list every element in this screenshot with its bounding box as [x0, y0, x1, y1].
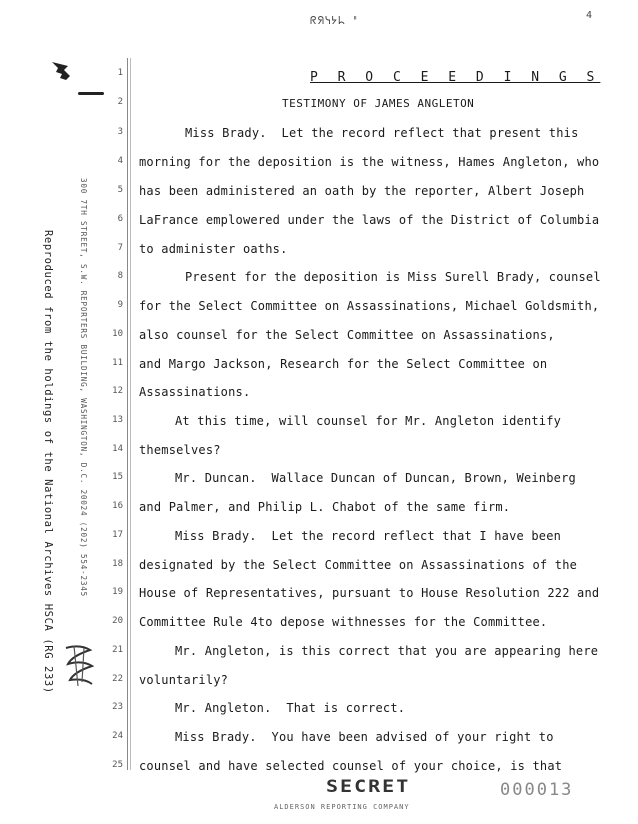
- line-number: 16: [112, 501, 123, 511]
- transcript-line: Committee Rule 4to depose withnesses for the Committee.: [139, 615, 548, 629]
- line-number: 10: [112, 329, 123, 339]
- transcript-line: LaFrance emplowered under the laws of the District of Columbia: [139, 213, 600, 227]
- transcript-line: Assassinations.: [139, 385, 251, 399]
- reporting-firm: ALDERSON REPORTING COMPANY: [274, 803, 410, 811]
- transcript-line: House of Representatives, pursuant to House Resolution 222 and: [139, 586, 600, 600]
- transcript-line: also counsel for the Select Committee on Assassinations,: [139, 328, 555, 342]
- transcript-line: morning for the deposition is the witness, Hames Angleton, who: [139, 155, 600, 169]
- line-number: 20: [112, 616, 123, 626]
- line-number: 13: [112, 415, 123, 425]
- line-number: 12: [112, 386, 123, 396]
- line-number: 25: [112, 760, 123, 770]
- transcript-line: Mr. Angleton. That is correct.: [175, 701, 406, 715]
- line-number: 23: [112, 702, 123, 712]
- line-number: 4: [117, 156, 123, 166]
- line-number: 3: [117, 127, 123, 137]
- archives-note: Reproduced from the holdings of the National Archives HSCA (RG 233): [42, 230, 54, 694]
- transcript-line: voluntarily?: [139, 673, 229, 687]
- line-number: 11: [112, 358, 123, 368]
- line-number: 2: [117, 97, 123, 107]
- margin-rule: [127, 58, 128, 770]
- bates-number: 000013: [500, 780, 574, 800]
- line-number: 9: [117, 300, 123, 310]
- line-number: 18: [112, 559, 123, 569]
- transcript-line: to administer oaths.: [139, 242, 288, 256]
- line-number: 8: [117, 271, 123, 281]
- scan-blot-icon: [50, 60, 74, 82]
- transcript-line: has been administered an oath by the reporter, Albert Joseph: [139, 184, 585, 198]
- line-number: 21: [112, 645, 123, 655]
- header-mark: ᖇᖆᓭᔭᖺ ᐦ: [310, 14, 358, 27]
- transcript-line: At this time, will counsel for Mr. Angleton identify: [175, 414, 562, 428]
- margin-rule-inner: [130, 58, 131, 770]
- transcript-line: Mr. Duncan. Wallace Duncan of Duncan, Brown, Weinberg: [175, 471, 576, 485]
- line-number: 14: [112, 444, 123, 454]
- transcript-line: themselves?: [139, 443, 221, 457]
- transcript-line: and Margo Jackson, Research for the Select Committee on: [139, 357, 548, 371]
- line-number: 22: [112, 674, 123, 684]
- transcript-line: Miss Brady. Let the record reflect that present this: [185, 126, 579, 140]
- line-number: 15: [112, 472, 123, 482]
- transcript-line: Mr. Angleton, is this correct that you are appearing here: [175, 644, 599, 658]
- scan-line: [78, 92, 104, 95]
- transcript-line: Miss Brady. Let the record reflect that I have been: [175, 529, 562, 543]
- transcript-line: counsel and have selected counsel of your choice, is that: [139, 759, 563, 773]
- line-number: 19: [112, 587, 123, 597]
- line-number: 7: [117, 243, 123, 253]
- document-subtitle: TESTIMONY OF JAMES ANGLETON: [282, 97, 475, 110]
- line-number: 1: [117, 68, 123, 78]
- transcript-line: designated by the Select Committee on Assassinations of the: [139, 558, 578, 572]
- transcript-line: Miss Brady. You have been advised of your right to: [175, 730, 554, 744]
- signature-scribble-icon: [60, 642, 98, 688]
- classification-stamp: SECRET: [326, 775, 411, 797]
- reporter-address: 300 7TH STREET, S.W. REPORTERS BUILDING, WASHINGTON, D.C. 20024 (202) 554-2345: [79, 178, 88, 598]
- line-number: 5: [117, 185, 123, 195]
- transcript-line: and Palmer, and Philip L. Chabot of the same firm.: [139, 500, 511, 514]
- page-number: 4: [586, 10, 593, 21]
- transcript-line: Present for the deposition is Miss Surell Brady, counsel: [185, 270, 601, 284]
- transcript-line: for the Select Committee on Assassinations, Michael Goldsmith,: [139, 299, 600, 313]
- line-number: 17: [112, 530, 123, 540]
- document-title: P R O C E E D I N G S: [310, 70, 601, 85]
- line-number: 6: [117, 214, 123, 224]
- line-number: 24: [112, 731, 123, 741]
